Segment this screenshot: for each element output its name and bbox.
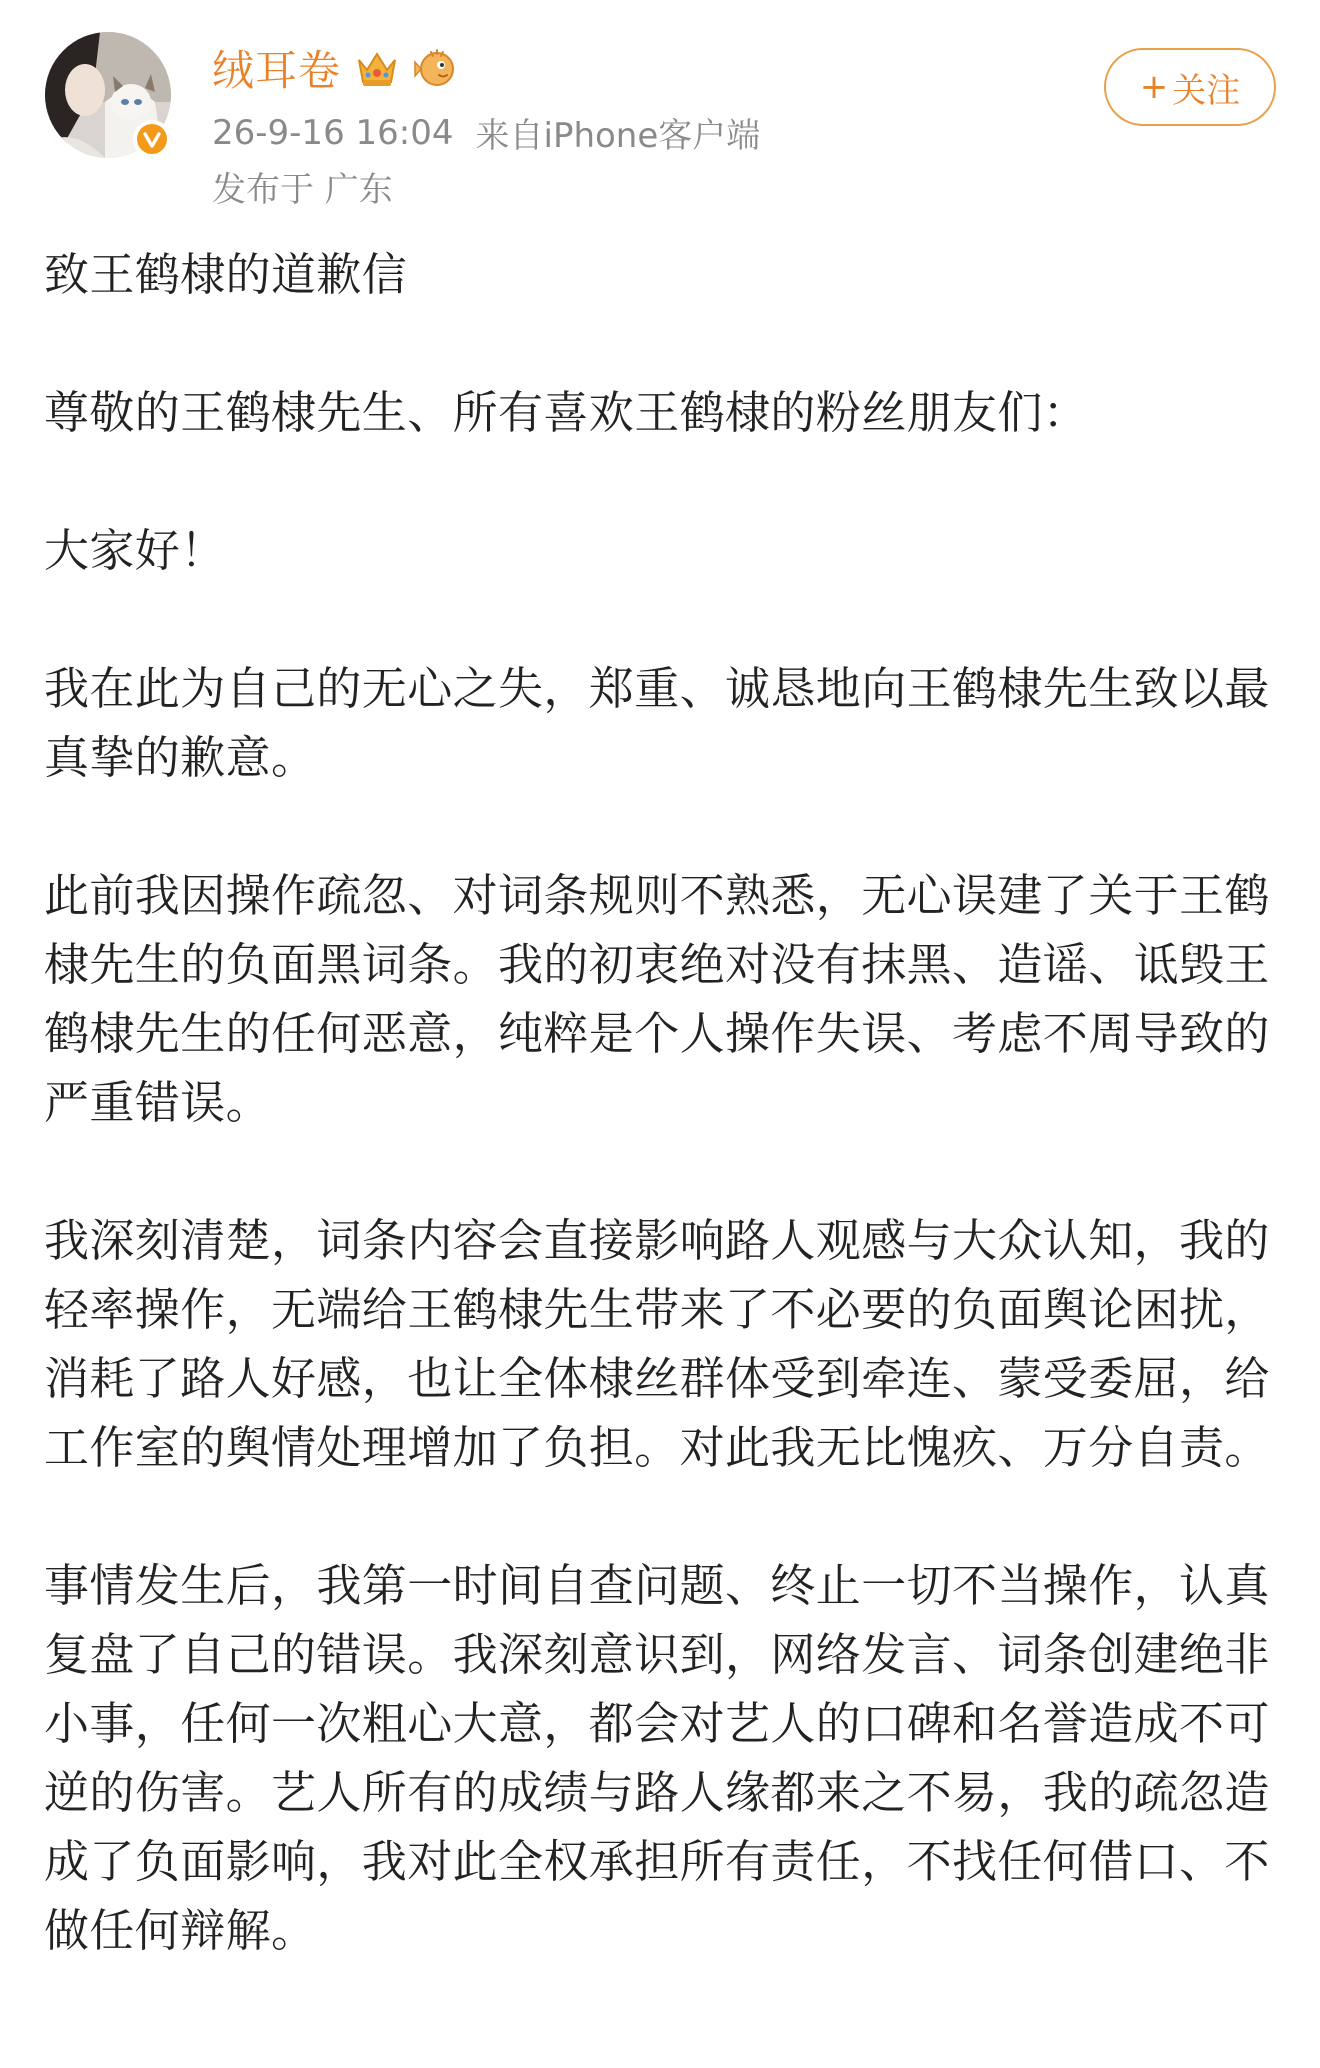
follow-button[interactable] — [1104, 48, 1276, 126]
username[interactable]: 绒耳卷 — [212, 46, 342, 95]
post-paragraph: 事情发生后，我第一时间自查问题、终止一切不当操作，认真复盘了自己的错误。我深刻意识到，网络发言、词条创建绝非小事，任何一次粗心大意，都会对艺人的口碑和名誉造成不可逆的伤害。艺人所有的成绩与路人缘都来之不易，我的疏忽造成了负面影响，我对此全权承担所有责任，不找任何借口、不做任何辩解。 — [44, 1559, 1270, 1957]
crown-badge-icon[interactable] — [353, 44, 401, 92]
post-meta — [212, 108, 760, 157]
pufferfish-badge-icon[interactable] — [413, 44, 461, 92]
avatar[interactable] — [45, 32, 171, 158]
follow-label: 关注 — [1172, 70, 1241, 111]
post-source: 来自iPhone客户端 — [475, 116, 761, 156]
post-title: 致王鹤棣的道歉信 — [44, 248, 408, 301]
verified-badge-icon — [133, 120, 171, 158]
post-header — [0, 0, 1320, 215]
post-paragraph: 尊敬的王鹤棣先生、所有喜欢王鹤棣的粉丝朋友们： — [44, 386, 1089, 439]
post-paragraph: 我深刻清楚，词条内容会直接影响路人观感与大众认知，我的轻率操作，无端给王鹤棣先生带来了不必要的负面舆论困扰，消耗了路人好感，也让全体棣丝群体受到牵连、蒙受委屈，给工作室的舆情处理增加了负担。对此我无比愧疚、万分自责。 — [44, 1214, 1270, 1474]
post-paragraph: 我在此为自己的无心之失，郑重、诚恳地向王鹤棣先生致以最真挚的歉意。 — [44, 662, 1270, 784]
plus-icon: + — [1139, 67, 1169, 107]
username-row — [212, 40, 461, 96]
post-paragraph: 此前我因操作疏忽、对词条规则不熟悉，无心误建了关于王鹤棣先生的负面黑词条。我的初衷绝对没有抹黑、造谣、诋毁王鹤棣先生的任何恶意，纯粹是个人操作失误、考虑不周导致的严重错误。 — [44, 869, 1270, 1129]
post-timestamp: 26-9-16 16:04 — [212, 112, 454, 153]
post-location: 发布于 广东 — [212, 170, 393, 210]
post-paragraph: 大家好！ — [44, 524, 226, 577]
post-body — [44, 240, 1284, 2034]
